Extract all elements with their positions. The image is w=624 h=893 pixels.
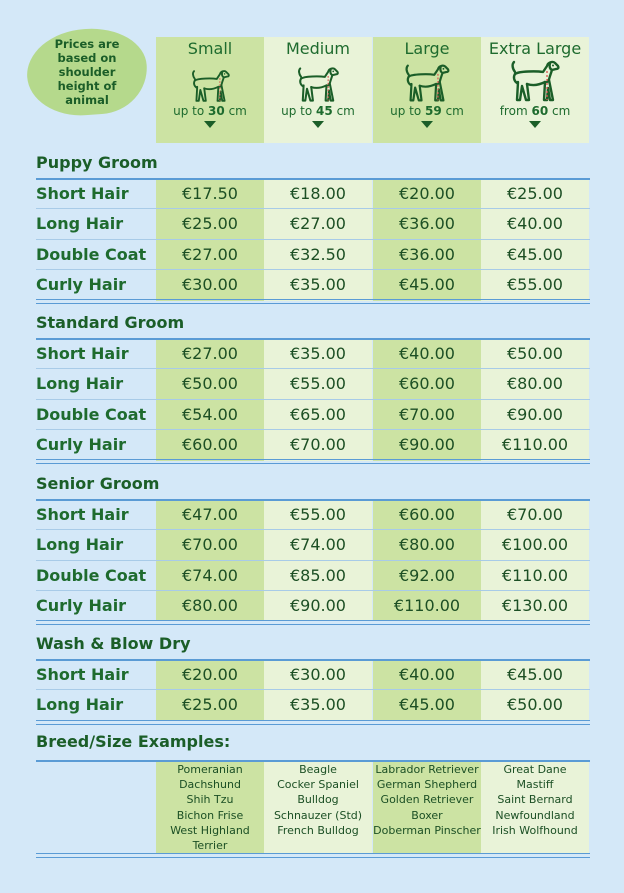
price-row	[36, 339, 590, 369]
price-row	[36, 530, 590, 560]
range-unit: cm	[228, 104, 247, 118]
range-unit: cm	[552, 104, 571, 118]
breed-name: Irish Wolfhound	[492, 823, 578, 837]
price-cell: €20.00	[182, 665, 238, 684]
down-arrow-icon	[529, 121, 541, 128]
breed-name: Bichon Frise	[176, 808, 244, 822]
price-cell: €47.00	[182, 505, 238, 524]
price-cell: €40.00	[507, 214, 563, 234]
size-header	[481, 37, 589, 143]
range-value: 59	[425, 104, 442, 118]
price-cell: €70.00	[182, 535, 238, 555]
shoulder-height-note-badge	[24, 25, 150, 119]
section-end-rule	[36, 459, 590, 464]
price-cell: €80.00	[399, 535, 455, 555]
breed-name: Great Dane	[503, 763, 567, 776]
row-label: Long Hair	[36, 214, 124, 234]
range-value: 30	[208, 104, 225, 118]
size-name: Extra Large	[488, 39, 582, 58]
price-cell: €70.00	[507, 505, 563, 524]
size-range	[373, 104, 481, 118]
size-name: Large	[404, 39, 450, 58]
price-row	[36, 179, 590, 209]
breed-name: Doberman Pinscher	[373, 823, 481, 837]
price-cell: €60.00	[399, 374, 455, 394]
medium-dog-icon	[296, 65, 340, 104]
price-cell: €80.00	[182, 595, 238, 615]
breed-name: German Shepherd	[376, 778, 478, 792]
price-cell: €110.00	[501, 565, 569, 585]
range-prefix: up to	[173, 104, 205, 118]
row-label: Long Hair	[36, 374, 124, 394]
price-cell: €25.00	[507, 184, 563, 203]
price-cell: €85.00	[290, 565, 346, 585]
size-range	[264, 104, 372, 118]
price-row	[36, 270, 590, 300]
price-cell: €40.00	[399, 665, 455, 684]
price-cell: €27.00	[182, 244, 238, 264]
size-header	[264, 37, 372, 143]
size-header	[373, 37, 481, 143]
price-cell: €27.00	[182, 344, 238, 363]
price-cell: €18.00	[290, 184, 346, 203]
down-arrow-icon	[204, 121, 216, 128]
price-cell: €25.00	[182, 214, 238, 234]
row-label: Long Hair	[36, 695, 124, 715]
breed-name: Boxer	[411, 808, 443, 822]
size-name: Medium	[286, 39, 350, 58]
price-row	[36, 561, 590, 591]
price-row	[36, 591, 590, 621]
breed-name: Newfoundland	[495, 808, 575, 822]
price-cell: €74.00	[182, 565, 238, 585]
section-title: Standard Groom	[36, 313, 185, 332]
shoulder-height-note: Prices are based on shoulder height of animal	[54, 37, 120, 107]
row-label: Double Coat	[36, 404, 147, 424]
price-row	[36, 500, 590, 530]
breed-name: Golden Retriever	[380, 793, 474, 807]
price-cell: €90.00	[399, 434, 455, 454]
breed-name: Schnauzer (Std)	[273, 808, 363, 822]
price-cell: €70.00	[399, 404, 455, 424]
price-cell: €90.00	[290, 595, 346, 615]
size-range	[156, 104, 264, 118]
row-label: Curly Hair	[36, 595, 127, 615]
price-cell: €30.00	[182, 274, 238, 294]
price-row	[36, 369, 590, 399]
large-dog-icon	[403, 62, 451, 104]
price-cell: €100.00	[501, 535, 569, 555]
section-title: Puppy Groom	[36, 153, 158, 172]
range-unit: cm	[445, 104, 464, 118]
breed-name: Pomeranian	[177, 763, 243, 776]
price-cell: €90.00	[507, 404, 563, 424]
price-cell: €60.00	[182, 434, 238, 454]
price-cell: €25.00	[182, 695, 238, 715]
price-cell: €55.00	[290, 505, 346, 524]
price-cell: €55.00	[507, 274, 563, 294]
breed-name: West Highland	[170, 823, 250, 837]
price-cell: €80.00	[507, 374, 563, 394]
breed-name: French Bulldog	[277, 823, 359, 837]
row-label: Short Hair	[36, 184, 129, 203]
price-cell: €35.00	[290, 344, 346, 363]
row-label: Short Hair	[36, 344, 129, 363]
range-value: 60	[531, 104, 549, 118]
breed-name: Shih Tzu	[186, 793, 234, 807]
breed-name: Beagle	[299, 763, 337, 776]
breed-list	[481, 762, 589, 838]
price-cell: €55.00	[290, 374, 346, 394]
price-cell: €92.00	[399, 565, 455, 585]
section-end-rule	[36, 720, 590, 725]
breed-name: Terrier	[192, 839, 228, 853]
row-label: Short Hair	[36, 505, 129, 524]
price-row	[36, 240, 590, 270]
section-title: Wash & Blow Dry	[36, 634, 191, 653]
price-cell: €50.00	[507, 695, 563, 715]
price-cell: €45.00	[507, 665, 563, 684]
size-header	[156, 37, 264, 143]
price-cell: €50.00	[507, 344, 563, 363]
price-cell: €45.00	[399, 274, 455, 294]
section-title: Senior Groom	[36, 474, 160, 493]
size-name: Small	[187, 39, 233, 58]
price-cell: €60.00	[399, 505, 455, 524]
row-label: Long Hair	[36, 535, 124, 555]
price-cell: €30.00	[290, 665, 346, 684]
range-unit: cm	[336, 104, 355, 118]
section-end-rule	[36, 299, 590, 304]
price-cell: €32.50	[290, 244, 346, 264]
size-range	[481, 104, 589, 118]
price-cell: €36.00	[399, 244, 455, 264]
range-prefix: up to	[281, 104, 313, 118]
range-prefix: from	[499, 104, 528, 118]
price-row	[36, 660, 590, 690]
row-label: Double Coat	[36, 565, 147, 585]
price-cell: €45.00	[399, 695, 455, 715]
price-cell: €17.50	[182, 184, 238, 203]
breed-name: Saint Bernard	[497, 793, 573, 807]
row-label: Double Coat	[36, 244, 147, 264]
price-cell: €35.00	[290, 695, 346, 715]
price-cell: €20.00	[399, 184, 455, 203]
price-cell: €27.00	[290, 214, 346, 234]
price-row	[36, 400, 590, 430]
price-row	[36, 690, 590, 720]
breed-examples-title: Breed/Size Examples:	[36, 732, 231, 751]
price-cell: €110.00	[501, 434, 569, 454]
price-cell: €50.00	[182, 374, 238, 394]
price-cell: €130.00	[501, 595, 569, 615]
small-dog-icon	[190, 68, 231, 104]
breed-list	[373, 762, 481, 838]
breed-end-rule	[36, 853, 590, 858]
breed-name: Bulldog	[297, 793, 339, 807]
price-cell: €35.00	[290, 274, 346, 294]
price-cell: €110.00	[393, 595, 461, 615]
row-label: Curly Hair	[36, 434, 127, 454]
range-prefix: up to	[390, 104, 422, 118]
price-row	[36, 430, 590, 460]
breed-name: Mastiff	[516, 778, 554, 792]
price-cell: €40.00	[399, 344, 455, 363]
extra-large-dog-icon	[509, 58, 561, 104]
price-cell: €65.00	[290, 404, 346, 424]
price-row	[36, 209, 590, 239]
row-label: Short Hair	[36, 665, 129, 684]
price-cell: €45.00	[507, 244, 563, 264]
breed-list	[156, 762, 264, 853]
breed-list	[264, 762, 372, 838]
price-cell: €36.00	[399, 214, 455, 234]
breed-name: Dachshund	[179, 778, 241, 792]
price-cell: €74.00	[290, 535, 346, 555]
price-cell: €70.00	[290, 434, 346, 454]
breed-name: Labrador Retriever	[375, 763, 479, 776]
price-cell: €54.00	[182, 404, 238, 424]
down-arrow-icon	[312, 121, 324, 128]
range-value: 45	[316, 104, 333, 118]
row-label: Curly Hair	[36, 274, 127, 294]
breed-name: Cocker Spaniel	[277, 778, 359, 792]
section-end-rule	[36, 620, 590, 625]
down-arrow-icon	[421, 121, 433, 128]
